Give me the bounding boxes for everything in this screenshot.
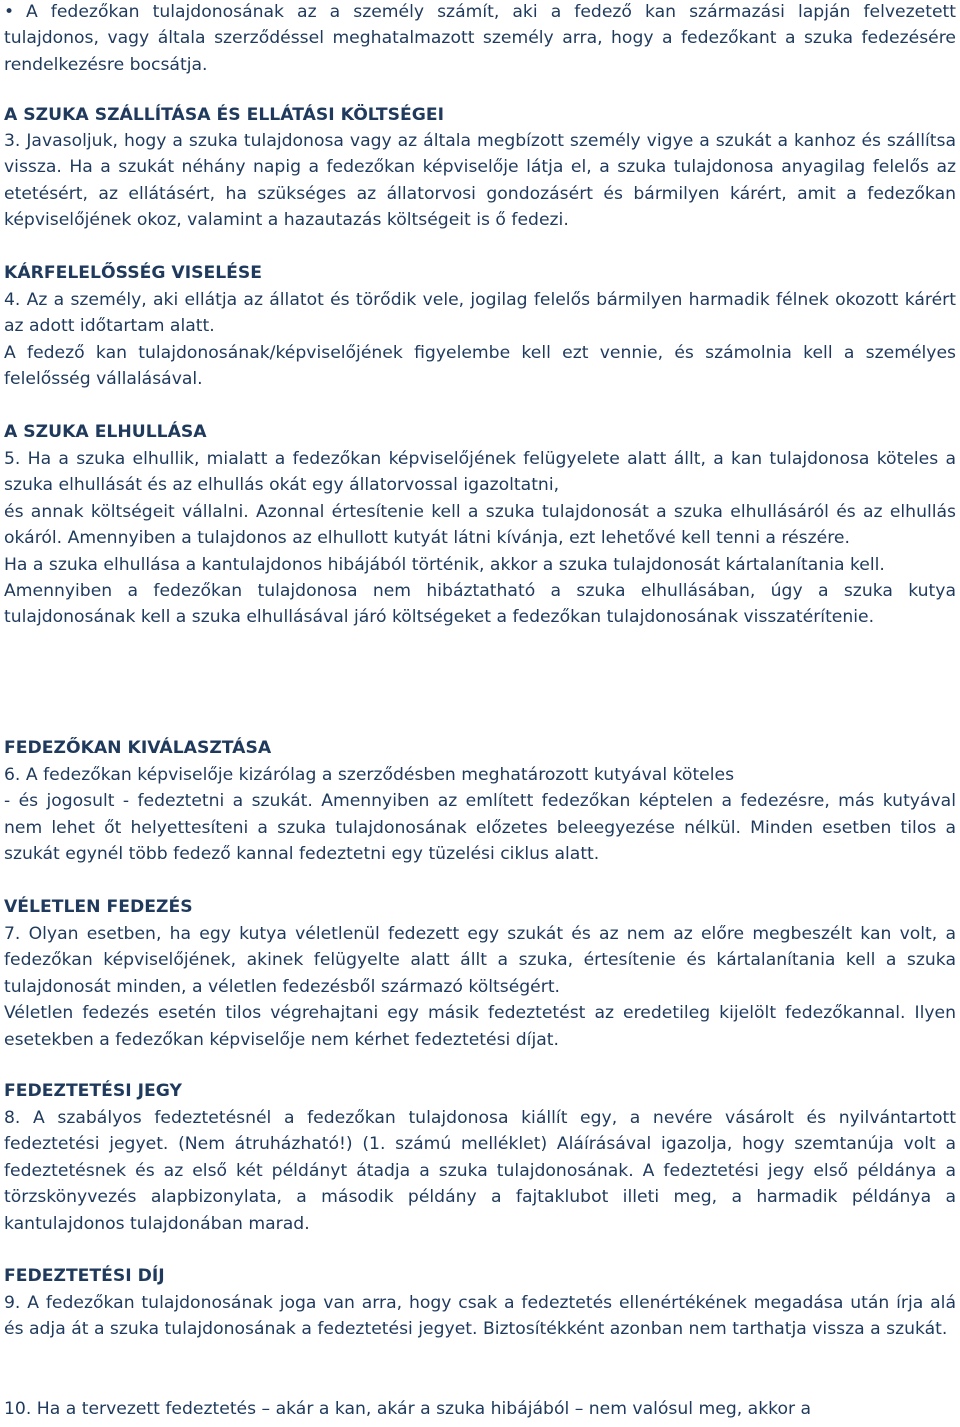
- intro-paragraph: [4, 0, 956, 78]
- bullet-icon: •: [4, 2, 15, 22]
- section-heading: FEDEZTETÉSI JEGY: [4, 1081, 182, 1101]
- section-heading: FEDEZTETÉSI DÍJ: [4, 1266, 165, 1286]
- paragraph: A fedező kan tulajdonosának/képviselőjének figyelembe kell ezt vennie, és számolnia kell a személyes felelősség vállalásával.: [4, 342, 956, 390]
- section-heading: A SZUKA ELHULLÁSA: [4, 422, 207, 442]
- paragraph: - és jogosult - fedeztetni a szukát. Amennyiben az említett fedezőkan képtelen a fedezésre, más kutyával nem lehet őt helyettesíteni a szuka tulajdonosának előzetes beleegyezése nélkül. Minden esetben tilos a szukát egynél több fedező kannal fedeztetni egy tüzelési ciklus alatt.: [4, 791, 956, 865]
- section-body: [4, 1290, 956, 1343]
- closing-text: 10. Ha a tervezett fedeztetés – akár a kan, akár a szuka hibájából – nem valósul meg, akkor a: [4, 1399, 812, 1419]
- intro-text: A fedezőkan tulajdonosának az a személy számít, aki a fedező kan származási lapján felvezetett tulajdonos, vagy általa szerződéssel meghatalmazott személy arra, hogy a fedezőkant a szuka fedezésére rendelkezésre bocsátja.: [4, 2, 956, 75]
- paragraph: 5. Ha a szuka elhullik, mialatt a fedezőkan képviselőjének felügyelete alatt állt, a kan tulajdonosa köteles a szuka elhullását és az elhullás okát egy állatorvossal igazoltatni,: [4, 449, 956, 496]
- paragraph: és annak költségeit vállalni. Azonnal értesítenie kell a szuka tulajdonosát a szuka elhullásáról és az elhullás okáról. Amennyiben a tulajdonos az elhullott kutyát látni kívánja, ezt lehetővé kell tenni a részére.: [4, 501, 956, 549]
- section-heading: VÉLETLEN FEDEZÉS: [4, 897, 193, 917]
- section-body: [4, 287, 956, 393]
- section-body: [4, 1105, 956, 1237]
- paragraph: 4. Az a személy, aki ellátja az állatot és törődik vele, jogilag felelős bármilyen harmadik félnek okozott kárért az adott időtartam alatt.: [4, 290, 956, 337]
- section-body: [4, 128, 956, 234]
- paragraph: Amennyiben a fedezőkan tulajdonosa nem hibáztatható a szuka elhullásában, úgy a szuka kutya tulajdonosának kell a szuka elhullásával járó költségeket a fedezőkan tulajdonosának visszatérítenie.: [4, 581, 956, 628]
- paragraph: Ha a szuka elhullása a kantulajdonos hibájából történik, akkor a szuka tulajdonosát kártalanítania kell.: [4, 554, 885, 575]
- paragraph: 9. A fedezőkan tulajdonosának joga van arra, hogy csak a fedeztetés ellenértékének megadása után írja alá és adja át a szuka tulajdonosának a fedeztetési jegyet. Biztosítékként azonban nem tarthatja vissza a szukát.: [4, 1293, 956, 1340]
- section-body: [4, 762, 956, 868]
- paragraph: 6. A fedezőkan képviselője kizárólag a szerződésben meghatározott kutyával köteles: [4, 765, 735, 785]
- paragraph: Véletlen fedezés esetén tilos végrehajtani egy másik fedeztetést az eredetileg kijelölt fedezőkannal. Ilyen esetekben a fedezőkan képviselője nem kérhet fedeztetési díjat.: [4, 1003, 956, 1050]
- section-heading: A SZUKA SZÁLLÍTÁSA ÉS ELLÁTÁSI KÖLTSÉGEI: [4, 105, 444, 125]
- section-body: [4, 446, 956, 631]
- section-heading: KÁRFELELŐSSÉG VISELÉSE: [4, 263, 263, 283]
- section-body: [4, 921, 956, 1053]
- section-heading: FEDEZŐKAN KIVÁLASZTÁSA: [4, 738, 272, 758]
- paragraph: 8. A szabályos fedeztetésnél a fedezőkan tulajdonosa kiállít egy, a nevére vásárolt és nyilvántartott fedeztetési jegyet. (Nem átruházható!) (1. számú melléklet) Aláírásával igazolja, hogy szemtanúja volt a fedeztetésnek és az első két példányt átadja a szuka tulajdonosának. A fedeztetési jegy első példánya a törzskönyvezés alapbizonylata, a második példány a fajtaklubot illeti meg, a harmadik példánya a kantulajdonos tulajdonában marad.: [4, 1108, 956, 1234]
- paragraph: 7. Olyan esetben, ha egy kutya véletlenül fedezett egy szukát és az nem az előre megbeszélt kan volt, a fedezőkan képviselőjének, akinek felügyelte alatt állt a szuka, értesítenie és kártalanítania kell a szuka tulajdonosát minden, a véletlen fedezésből származó költségért.: [4, 924, 956, 997]
- closing-paragraph: [4, 1396, 956, 1422]
- paragraph: 3. Javasoljuk, hogy a szuka tulajdonosa vagy az általa megbízott személy vigye a szukát a kanhoz és szállítsa vissza. Ha a szukát néhány napig a fedezőkan képviselője látja el, a szuka tulajdonosa anyagilag felelős az etetésért, az ellátásért, ha szükséges az állatorvosi gondozásért és bármilyen kárért, amit a fedezőkan képviselőjének okoz, valamint a hazautazás költségeit is ő fedezi.: [4, 131, 956, 231]
